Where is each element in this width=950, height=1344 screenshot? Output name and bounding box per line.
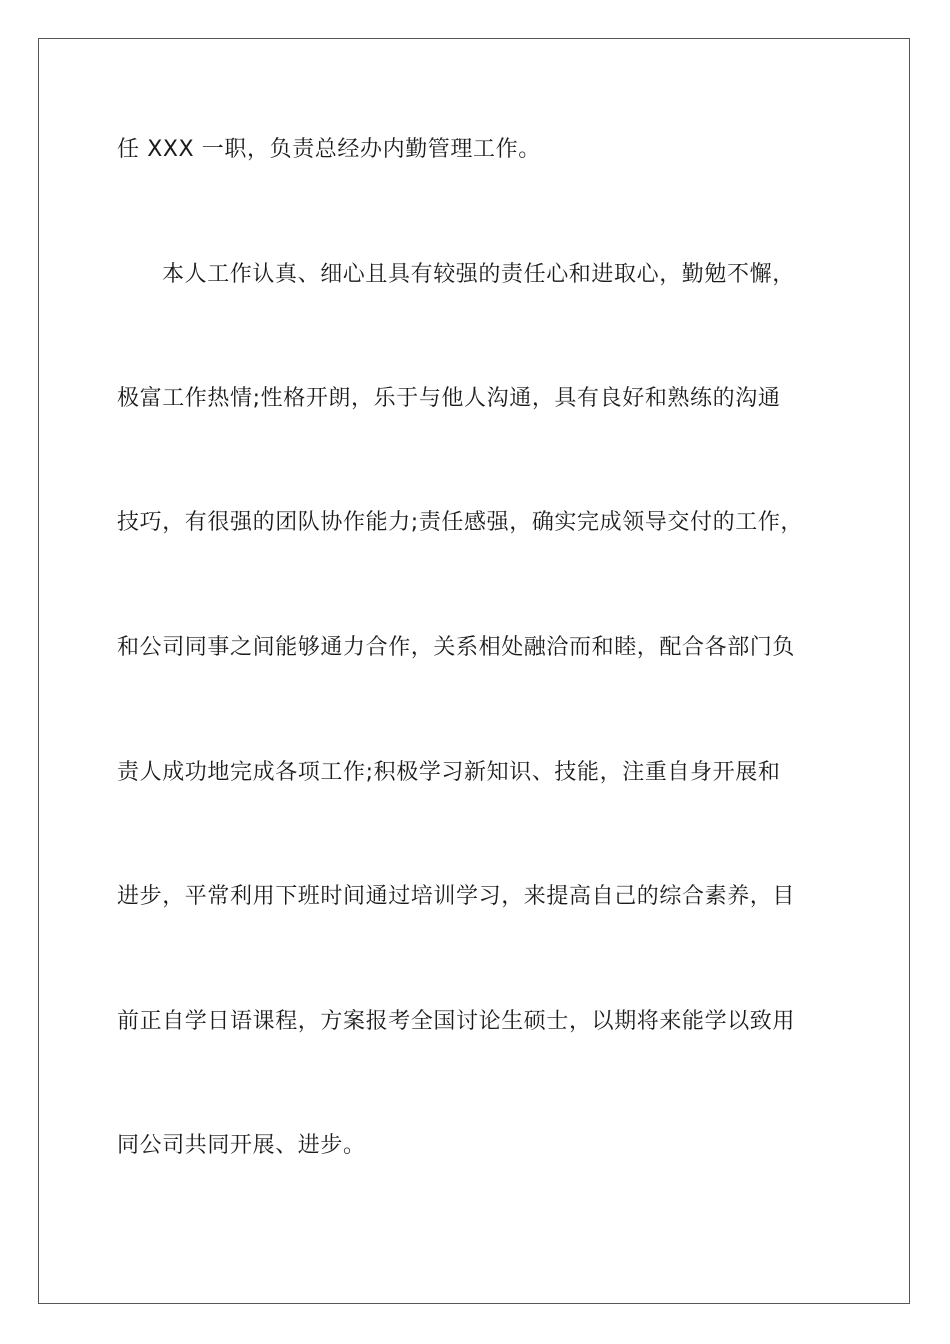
text-line: 技巧，有很强的团队协作能力;责任感强，确实完成领导交付的工作， bbox=[117, 510, 804, 535]
paragraph-first-line: 本人工作认真、细心且具有较强的责任心和进取心，勤勉不懈， bbox=[162, 262, 795, 287]
text-line: 同公司共同开展、进步。 bbox=[117, 1133, 366, 1158]
text-line: 和公司同事之间能够通力合作，关系相处融洽而和睦，配合各部门负 bbox=[117, 635, 796, 660]
text-line: 前正自学日语课程，方案报考全国讨论生硕士，以期将来能学以致用 bbox=[117, 1009, 796, 1034]
text-line: 极富工作热情;性格开朗，乐于与他人沟通，具有良好和熟练的沟通 bbox=[117, 386, 781, 411]
page-border bbox=[38, 38, 910, 1304]
text-line: 责人成功地完成各项工作;积极学习新知识、技能，注重自身开展和 bbox=[117, 760, 781, 785]
text-line: 任 XXX 一职，负责总经办内勤管理工作。 bbox=[117, 137, 541, 162]
text-line: 进步，平常利用下班时间通过培训学习，来提高自己的综合素养，目 bbox=[117, 884, 796, 909]
